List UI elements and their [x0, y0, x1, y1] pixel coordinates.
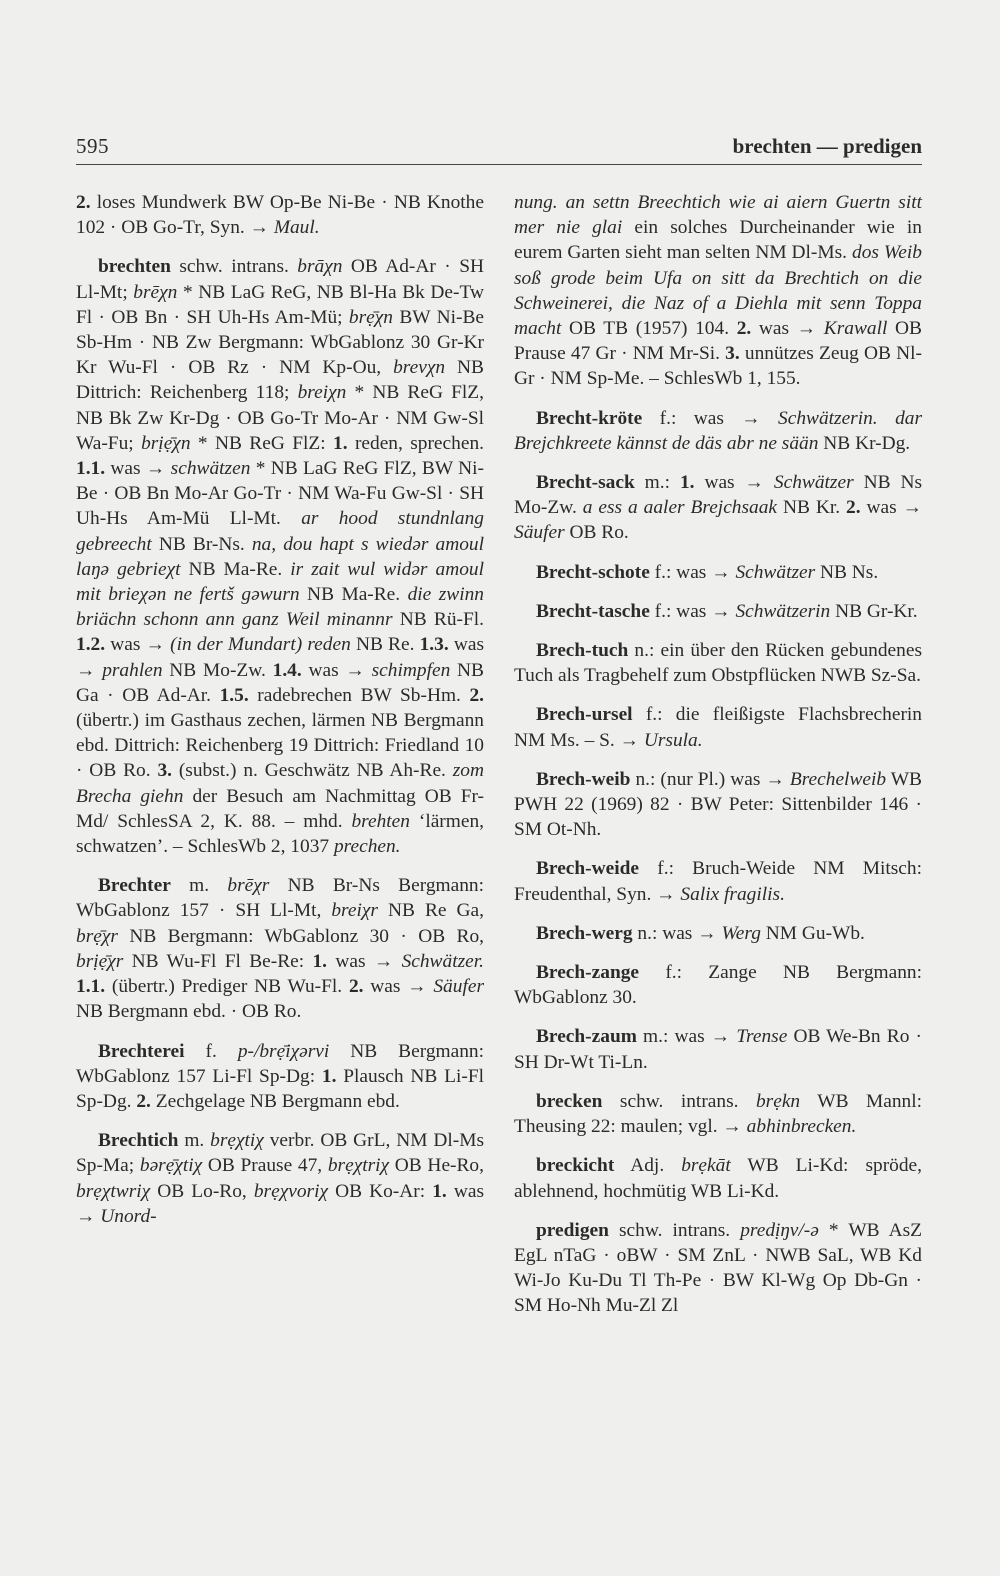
italic-text: p-/brẹ̄iχərvi	[237, 1040, 330, 1062]
dictionary-entry	[514, 560, 922, 585]
dictionary-entry	[514, 599, 922, 624]
bold-text: breckicht	[536, 1155, 615, 1177]
text-run: m.:	[634, 472, 680, 494]
text-run: NB Ma-Re.	[299, 584, 408, 606]
text-run: NB Bergmann: WbGablonz 30 · OB Ro,	[117, 925, 484, 947]
italic-text: ir zait wul widər amoul mit brieχən ne fertš gəwurn	[76, 558, 484, 606]
italic-text: brāχn	[297, 256, 343, 278]
bold-text: Brechter	[98, 875, 171, 897]
text-run: NB Kr-Dg.	[818, 432, 911, 454]
text-run: NB Wu-Fl Fl Be-Re:	[123, 950, 313, 972]
text-run: was →	[105, 458, 171, 480]
dictionary-entry	[514, 470, 922, 546]
text-run: ‘lärmen, schwatzen’. – SchlesWb 2, 1037	[76, 810, 485, 858]
text-run: (subst.) n. Geschwätz NB Ah-Re.	[171, 760, 453, 782]
bold-text: predigen	[536, 1219, 609, 1241]
italic-text: brehten	[351, 810, 410, 832]
italic-text: breiχn	[297, 382, 347, 404]
text-run: was →	[751, 318, 824, 340]
text-run: WB Mannl: Theusing 22: maulen; vgl. →	[514, 1090, 922, 1138]
bold-text: 2.	[76, 192, 91, 213]
text-run: f.: was →	[642, 407, 779, 429]
italic-text: Krawall	[823, 318, 888, 340]
dictionary-entry	[514, 1218, 922, 1319]
text-run: n.: (nur Pl.) was →	[630, 768, 790, 790]
bold-text: Brecht-kröte	[536, 407, 643, 429]
text-run: * NB ReG FlZ:	[190, 432, 334, 454]
italic-text: brēχn	[133, 281, 178, 303]
italic-text: na, dou hapt s wiedər amoul laŋə gebrieχt	[76, 533, 484, 580]
text-run: was →	[363, 976, 434, 998]
italic-text: brẹχtriχ	[327, 1155, 390, 1177]
italic-text: Salix fragilis.	[680, 883, 785, 905]
text-run: NB Ga · OB Ad-Ar.	[76, 659, 484, 706]
italic-text: brẹχvoriχ	[253, 1180, 328, 1202]
text-run: NB Mo-Zw.	[162, 659, 273, 681]
dictionary-entry	[514, 1024, 922, 1074]
dictionary-entry	[514, 702, 922, 752]
right-column	[514, 190, 922, 1333]
dictionary-entry	[514, 1153, 922, 1203]
text-run: NB Kr.	[777, 497, 847, 519]
text-run: (übertr.) Prediger NB Wu-Fl.	[105, 976, 349, 998]
bold-text: Brech-ursel	[536, 704, 633, 726]
text-run: OB He-Ro,	[389, 1155, 484, 1177]
bold-text: Brecht-sack	[536, 472, 635, 494]
text-run: * WB AsZ EgL nTaG · oBW · SM ZnL · NWB SaL, WB Kd Wi-Jo Ku-Du Tl Th-Pe · BW Kl-Wg Op Db-Gn · SM Ho-Nh Mu-Zl Zl	[514, 1219, 922, 1317]
bold-text: 3.	[725, 343, 740, 365]
bold-text: 1.	[432, 1180, 447, 1202]
bold-text: 1.2.	[76, 634, 106, 656]
text-run: * NB LaG ReG, NB Bl-Ha Bk De-Tw Fl · OB Bn · SH Uh-Hs Am-Mü;	[76, 281, 484, 328]
text-run: der Besuch am Nachmittag OB Fr-Md/ SchlesSA 2, K. 88. – mhd.	[76, 785, 485, 832]
text-run: was →	[301, 659, 372, 681]
dictionary-entry	[76, 873, 484, 1024]
italic-text: Schwätzer	[735, 561, 816, 583]
text-run: n.: ein über den Rücken gebundenes Tuch als Tragbehelf zum Obstpflücken NWB Sz-Sa.	[514, 640, 922, 687]
italic-text: Ursula.	[643, 729, 703, 751]
italic-text: dos Weib soß grode beim Ufa on sitt da Brechtich on die Schweinerei, die Naz of a Diehla mit senn Toppa macht	[514, 242, 922, 340]
italic-text: brẹkn	[755, 1090, 801, 1112]
text-run: NM Gu-Wb.	[760, 922, 865, 944]
dictionary-entry	[514, 1089, 922, 1139]
italic-text: ar hood stundnlang gebreecht	[76, 508, 484, 555]
bold-text: Brech-werg	[536, 922, 633, 944]
bold-text: Brech-zange	[536, 962, 640, 984]
dictionary-entry	[514, 960, 922, 1010]
text-run: f.: Bruch-Weide NM Mitsch: Freudenthal, Syn. →	[514, 858, 922, 905]
italic-text: Maul.	[273, 217, 320, 239]
text-run: NB Bergmann: WbGablonz 157 Li-Fl Sp-Dg:	[76, 1040, 484, 1087]
text-run: was →	[860, 497, 922, 519]
italic-text: brẹχtwriχ	[76, 1180, 151, 1202]
text-run: reden, sprechen.	[347, 432, 484, 454]
text-run: OB Prause 47 Gr · NM Mr-Si.	[514, 318, 922, 365]
bold-text: 2.	[348, 976, 364, 998]
text-run: loses Mundwerk BW Op-Be Ni-Be · NB Knothe 102 · OB Go-Tr, Syn. →	[76, 192, 484, 239]
text-run: NB Ma-Re.	[180, 558, 291, 580]
bold-text: 1.1.	[76, 458, 106, 480]
text-run: unnützes Zeug OB Nl-Gr · NM Sp-Me. – SchlesWb 1, 155.	[514, 343, 922, 390]
text-run: was →	[694, 472, 774, 494]
bold-text: 1.3.	[419, 634, 449, 656]
dictionary-entry	[514, 856, 922, 906]
text-run: f.: was →	[649, 600, 736, 622]
left-column	[76, 190, 484, 1243]
text-run: was →	[76, 634, 485, 681]
text-run: NB Ns.	[815, 561, 879, 583]
text-run: OB We-Bn Ro · SH Dr-Wt Ti-Ln.	[514, 1026, 922, 1073]
dictionary-entry	[514, 638, 922, 688]
italic-text: prechen.	[333, 836, 401, 858]
text-run: radebrechen BW Sb-Hm.	[248, 684, 470, 706]
bold-text: brechten	[98, 256, 171, 278]
text-run: f.	[184, 1040, 238, 1062]
italic-text: nung.	[514, 192, 558, 213]
bold-text: 2.	[736, 318, 752, 340]
bold-text: Brecht-schote	[536, 561, 650, 583]
text-run: WB Li-Kd: spröde, ablehnend, hochmütig WB Li-Kd.	[514, 1155, 922, 1202]
text-run: OB Ro.	[564, 522, 629, 544]
italic-text: brẹkāt	[681, 1155, 731, 1177]
italic-text: Schwätzerin.	[778, 407, 878, 429]
italic-text: Schwätzer	[773, 472, 854, 494]
bold-text: 2.	[136, 1090, 151, 1112]
text-run: * NB ReG FlZ, NB Bk Zw Kr-Dg · OB Go-Tr Mo-Ar · NM Gw-Sl Wa-Fu;	[76, 382, 484, 454]
italic-text: Brechelweib	[789, 768, 887, 790]
bold-text: 2.	[846, 497, 861, 519]
bold-text: Brechterei	[98, 1040, 185, 1062]
text-run: (übertr.) im Gasthaus zechen, lärmen NB Bergmann ebd. Dittrich: Reichenberg 19 Dittrich: Friedland 10 · OB Ro.	[76, 710, 484, 782]
italic-text: abhinbrecken.	[746, 1116, 857, 1138]
italic-text: Schwätzerin	[735, 600, 831, 622]
text-run: m.: was →	[636, 1026, 737, 1048]
text-run: NB Bergmann ebd. · OB Ro.	[76, 1001, 302, 1023]
bold-text: Brecht-tasche	[536, 600, 650, 622]
text-run: f.: Zange NB Bergmann: WbGablonz 30.	[514, 962, 922, 1009]
text-run: Plausch NB Li-Fl Sp-Dg.	[76, 1065, 485, 1112]
text-run: schw. intrans.	[608, 1219, 741, 1241]
italic-text: Werg	[721, 922, 761, 944]
italic-text: a ess a aaler Brejchsaak	[582, 497, 778, 519]
italic-text: brẹχtiχ	[210, 1130, 264, 1152]
text-run: BW Ni-Be Sb-Hm · NB Zw Bergmann: WbGablonz 30 Gr-Kr Kr Wu-Fl · OB Rz · NM Kp-Ou,	[76, 306, 484, 379]
dictionary-entry	[76, 254, 484, 859]
text-run: was →	[105, 634, 171, 656]
italic-text: prahlen	[102, 659, 163, 681]
italic-text: schimpfen	[371, 659, 451, 681]
italic-text: schwätzen	[170, 458, 251, 480]
bold-text: Brech-weide	[536, 858, 640, 880]
bold-text: brecken	[536, 1090, 603, 1112]
text-run: schw. intrans.	[602, 1090, 756, 1112]
italic-text: brēχr	[227, 875, 270, 897]
text-run: schw. intrans.	[170, 256, 298, 278]
italic-text: breiχr	[331, 900, 378, 922]
text-run: NB Br-Ns Bergmann: WbGablonz 157 · SH Ll-Mt,	[76, 875, 484, 922]
dictionary-entry	[514, 406, 922, 456]
italic-text: Unord-	[100, 1205, 157, 1227]
text-run: m.	[170, 875, 228, 897]
text-run: n.: was →	[632, 922, 722, 944]
bold-text: 2.	[469, 684, 485, 706]
text-run	[878, 408, 895, 429]
dictionary-entry	[76, 190, 484, 240]
italic-text: dar Brejchkreete kännst de däs abr ne sään	[514, 407, 922, 454]
text-run: WB PWH 22 (1969) 82 · BW Peter: Sittenbilder 146 · SM Ot-Nh.	[514, 768, 922, 841]
text-run: NB Dittrich: Reichenberg 118;	[76, 357, 484, 404]
text-run: verbr. OB GrL, NM Dl-Ms Sp-Ma;	[76, 1130, 484, 1177]
dictionary-entry	[514, 767, 922, 843]
text-run: ein solches Durcheinander wie in eurem Garten sieht man selten NM Dl-Ms.	[514, 217, 922, 264]
italic-text: Trense	[736, 1026, 788, 1048]
dictionary-entry	[76, 1128, 484, 1229]
text-run: * NB LaG ReG FlZ, BW Ni-Be · OB Bn Mo-Ar Go-Tr · NM Wa-Fu Gw-Sl · SH Uh-Hs Am-Mü Ll-Mt.	[76, 458, 484, 530]
text-run: f.: was →	[649, 561, 736, 583]
bold-text: 1.	[679, 472, 695, 494]
italic-text: bərẹ̄χtiχ	[139, 1155, 203, 1177]
bold-text: 1.5.	[219, 684, 249, 706]
dictionary-entry	[514, 190, 922, 392]
bold-text: 1.1.	[76, 976, 106, 998]
page-number: 595	[76, 134, 109, 158]
italic-text: brịẹ̄χn	[141, 432, 191, 454]
bold-text: Brech-tuch	[536, 640, 629, 662]
bold-text: 1.4.	[272, 659, 302, 681]
text-run: NB Br-Ns.	[151, 533, 252, 555]
italic-text: Schwätzer.	[401, 950, 484, 972]
text-run: OB Prause 47,	[202, 1155, 328, 1177]
italic-text: an settn Breechtich wie ai aiern Guertn sitt mer nie glai	[514, 192, 922, 239]
running-head: brechten — predigen	[732, 134, 922, 158]
page-header	[76, 134, 922, 165]
dictionary-entry	[514, 921, 922, 946]
text-run: Adj.	[614, 1155, 682, 1177]
text-run: f.: die fleißigste Flachsbrecherin NM Ms. – S. →	[514, 704, 922, 751]
text-run: OB TB (1957) 104.	[561, 318, 737, 340]
italic-text: Säufer	[514, 522, 565, 544]
italic-text: brevχn	[393, 357, 446, 379]
italic-text: Säufer	[433, 976, 484, 998]
bold-text: Brech-weib	[536, 768, 631, 790]
text-run: NB Re.	[350, 634, 420, 656]
italic-text: predịŋv/-ə	[740, 1219, 819, 1241]
bold-text: 3.	[157, 760, 172, 782]
text-run: was →	[327, 950, 402, 972]
italic-text: brẹ̄χr	[76, 925, 118, 947]
text-run: m.	[178, 1130, 211, 1152]
text-run: OB Ko-Ar:	[328, 1180, 433, 1202]
bold-text: 1.	[312, 950, 328, 972]
text-run: NB Rü-Fl.	[392, 609, 484, 631]
dictionary-entry	[76, 1039, 484, 1115]
bold-text: Brech-zaum	[536, 1026, 637, 1048]
italic-text: die zwinn briächn schonn ann ganz Weil minannr	[76, 584, 484, 631]
bold-text: 1.	[321, 1065, 337, 1087]
text-run: OB Ad-Ar · SH Ll-Mt;	[76, 256, 484, 303]
text-run: Zechgelage NB Bergmann ebd.	[150, 1090, 400, 1112]
text-run	[558, 192, 566, 213]
bold-text: Brechtich	[98, 1130, 179, 1152]
text-run: OB Lo-Ro,	[150, 1180, 254, 1202]
italic-text: brịẹ̄χr	[76, 950, 124, 972]
italic-text: zom Brecha giehn	[76, 760, 484, 807]
text-run: NB Ns Mo-Zw.	[514, 472, 923, 519]
italic-text: (in der Mundart) reden	[170, 634, 351, 656]
text-run: was →	[76, 1180, 484, 1227]
bold-text: 1.	[333, 432, 348, 454]
text-run: NB Gr-Kr.	[830, 600, 918, 622]
text-run: NB Re Ga,	[377, 900, 484, 922]
italic-text: brẹ̄χn	[348, 306, 393, 328]
